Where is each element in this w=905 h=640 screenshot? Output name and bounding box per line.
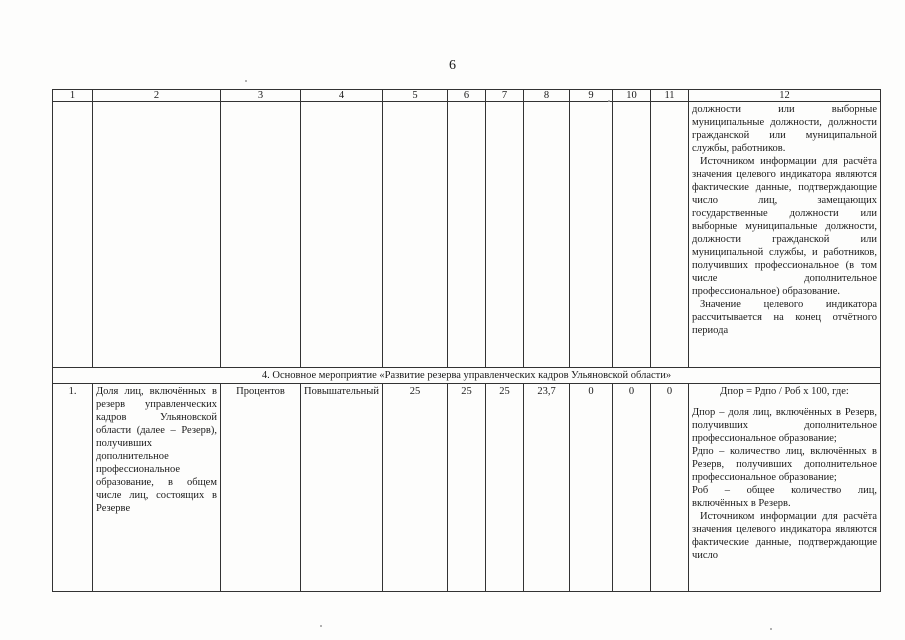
direction-cell: Повышательный <box>301 384 383 592</box>
empty-cell <box>448 102 486 368</box>
table-row-continued <box>53 102 881 368</box>
value-cell: 25 <box>486 384 524 592</box>
empty-cell <box>53 102 93 368</box>
indicator-name: Доля лиц, включённых в резерв управленческих кадров Ульяновской области (далее – Резерв), получивших дополнительное профессиональное образование, в общем числе лиц, состоящих в Резерве <box>93 384 221 592</box>
value-cell: 0 <box>570 384 613 592</box>
col-header: 7 <box>486 90 524 102</box>
scan-speck <box>608 100 610 102</box>
calculation-method-cell <box>689 384 881 592</box>
col-header: 6 <box>448 90 486 102</box>
definition: Рдпо – количество лиц, включённых в Резерв, получивших дополнительное профессиональное образование; <box>692 446 877 483</box>
col-header: 4 <box>301 90 383 102</box>
col-header: 5 <box>383 90 448 102</box>
value-cell: 0 <box>651 384 689 592</box>
empty-cell <box>301 102 383 368</box>
paragraph: Источником информации для расчёта значения целевого индикатора являются фактические данные, подтверждающие число <box>692 511 877 561</box>
scan-speck <box>320 625 322 627</box>
empty-cell <box>383 102 448 368</box>
col-header: 11 <box>651 90 689 102</box>
col-header: 8 <box>524 90 570 102</box>
value-cell: 25 <box>448 384 486 592</box>
formula: Дпор = Рдпо / Роб х 100, где: <box>720 386 849 397</box>
definition: Дпор – доля лиц, включённых в Резерв, получивших дополнительное профессиональное образование; <box>692 407 877 444</box>
col-header: 2 <box>93 90 221 102</box>
paragraph: Источником информации для расчёта значения целевого индикатора являются фактические данные, подтверждающие число лиц, замещающих государственные должности или выборные муниципальные должности, должности гражданской или муниципальной службы, и работников, получивших профессиональное (в том числе дополнительное профессиональное) образование. <box>692 156 877 297</box>
definition: Роб – общее количество лиц, включённых в Резерв. <box>692 485 877 509</box>
page-bottom-margin <box>0 601 905 640</box>
col-header: 3 <box>221 90 301 102</box>
section-title: 4. Основное мероприятие «Развитие резерва управленческих кадров Ульяновской области» <box>53 368 881 384</box>
method-description-cell <box>689 102 881 368</box>
scan-speck <box>245 80 247 82</box>
page-number: 6 <box>449 58 456 73</box>
empty-cell <box>221 102 301 368</box>
paragraph: должности или выборные муниципальные должности, должности гражданской или муниципальной службы, работников. <box>692 104 877 154</box>
col-header: 12 <box>689 90 881 102</box>
row-number: 1. <box>53 384 93 592</box>
empty-cell <box>93 102 221 368</box>
table-header-row <box>53 90 881 102</box>
value-cell: 0 <box>613 384 651 592</box>
col-header: 9 <box>570 90 613 102</box>
empty-cell <box>613 102 651 368</box>
table-row <box>53 384 881 592</box>
empty-cell <box>570 102 613 368</box>
empty-cell <box>524 102 570 368</box>
col-header: 1 <box>53 90 93 102</box>
indicator-table <box>52 89 881 592</box>
scan-speck <box>770 628 772 630</box>
empty-cell <box>486 102 524 368</box>
paragraph: Значение целевого индикатора рассчитывается на конец отчётного периода <box>692 299 877 336</box>
empty-cell <box>651 102 689 368</box>
col-header: 10 <box>613 90 651 102</box>
section-row <box>53 368 881 384</box>
value-cell: 23,7 <box>524 384 570 592</box>
value-cell: 25 <box>383 384 448 592</box>
unit-cell: Процентов <box>221 384 301 592</box>
